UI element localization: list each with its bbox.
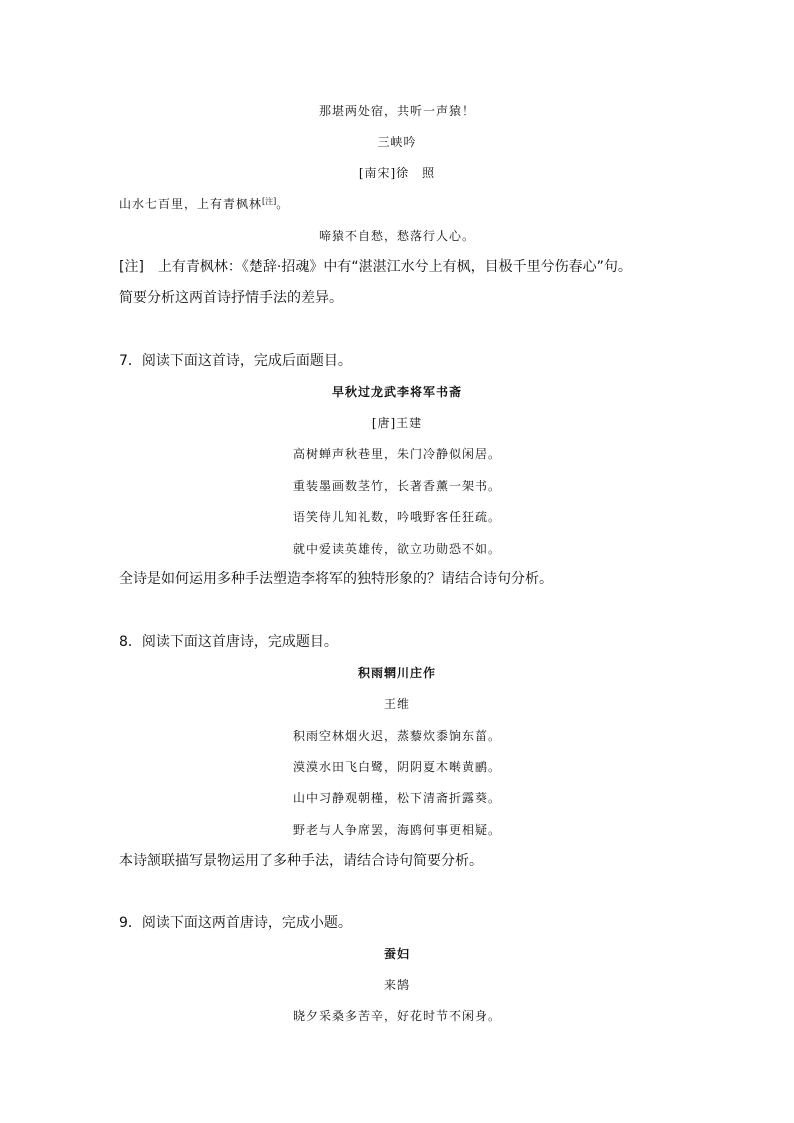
poem-line: 高树蝉声秋巷里，朱门冷静似闲居。 — [292, 447, 501, 461]
poem-author: 王维 — [383, 697, 410, 711]
poem-line: 积雨空林烟火迟，蒸藜炊黍饷东菑。 — [292, 729, 501, 743]
poem-line: 漠漠水田飞白鹭，阴阴夏木啭黄鹂。 — [292, 760, 501, 774]
annotation-note: [注] 上有青枫林：《楚辞·招魂》中有“湛湛江水兮上有枫，目极千里兮伤春心”句。 — [119, 259, 632, 275]
question-text: 简要分析这两首诗抒情手法的差异。 — [119, 290, 343, 306]
poem-line: 晓夕采桑多苦辛，好花时节不闲身。 — [292, 1009, 501, 1023]
question-9-heading: 9．阅读下面这两首唐诗，完成小题。 — [119, 915, 352, 931]
poem-line-text: 山水七百里，上有青枫林 — [119, 197, 263, 211]
poem-title: 早秋过龙武李将军书斋 — [331, 385, 462, 399]
question-7-heading: 7．阅读下面这首诗，完成后面题目。 — [119, 353, 352, 369]
poem-title: 三峡吟 — [377, 135, 417, 149]
poem-line: 重装墨画数茎竹，长著香薰一架书。 — [292, 479, 501, 493]
poem-line: 那堪两处宿，共听一声猿！ — [318, 104, 475, 118]
poem-author: [唐]王建 — [371, 416, 423, 430]
poem-author: [南宋]徐 照 — [358, 166, 436, 180]
poem-line-punct: 。 — [276, 197, 290, 211]
poem-line: 就中爱读英雄传，欲立功勋恐不如。 — [292, 542, 501, 556]
note-marker: [注] — [262, 197, 277, 206]
poem-line: 山中习静观朝槿，松下清斋折露葵。 — [292, 791, 501, 805]
poem-line: 啼猿不自愁，愁落行人心。 — [318, 229, 475, 243]
poem-line: 语笑侍儿知礼数，吟哦野客任狂疏。 — [292, 510, 501, 524]
question-text: 本诗颔联描写景物运用了多种手法，请结合诗句简要分析。 — [119, 853, 483, 869]
poem-title: 蚕妇 — [383, 947, 410, 961]
poem-title: 积雨辋川庄作 — [357, 666, 436, 680]
poem-line — [119, 198, 289, 210]
poem-line: 野老与人争席罢，海鸥何事更相疑。 — [292, 823, 501, 837]
poem-author: 来鹄 — [383, 978, 410, 992]
question-text: 全诗是如何运用多种手法塑造李将军的独特形象的？请结合诗句分析。 — [119, 571, 553, 587]
question-8-heading: 8．阅读下面这首唐诗，完成题目。 — [119, 634, 338, 650]
